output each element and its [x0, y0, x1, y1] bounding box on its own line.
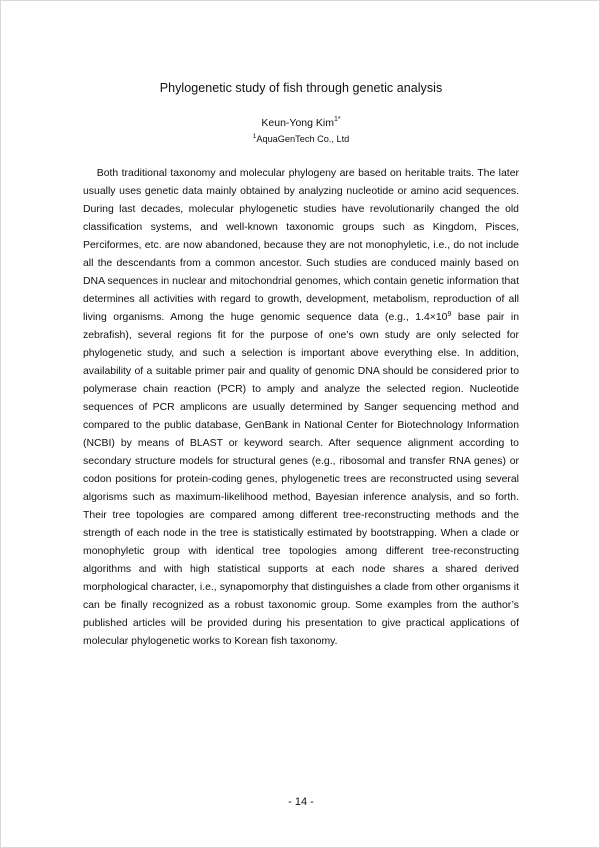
page-number: - 14 - [288, 796, 314, 808]
affiliation-mark: 1 [252, 133, 257, 140]
affiliation-line [1, 134, 600, 144]
paper-title: Phylogenetic study of fish through genetic analysis [159, 81, 443, 95]
author-line [1, 117, 600, 129]
author-name: Keun-Yong Kim [261, 117, 334, 129]
abstract-text-part1: Both traditional taxonomy and molecular phylogeny are based on heritable traits. The later usually uses genetic data mainly obtained by analyzing nucleotide or amino acid sequences. During last decades, molecular phylogenetic studies have revolutionarily changed the old classification systems, and well-known taxonomic groups such as Kingdom, Pisces, Perciformes, etc. are now abandoned, because they are not monophyletic, i.e., do not include all the descendants from a common ancestor. Such studies are conduced mainly based on DNA sequences in nuclear and mitochondrial genomes, which contain genetic information that determines all activities with regard to growth, development, metabolism, reproduction of all living organisms. Among the huge genomic sequence data (e.g., 1.4×10 [83, 168, 519, 323]
abstract-body [83, 165, 519, 651]
affiliation-name: AquaGenTech Co., Ltd [256, 134, 350, 144]
author-marks: 1* [333, 116, 341, 123]
abstract-exponent: 9 [447, 311, 452, 318]
abstract-text-part2: base pair in zebrafish), several regions fit for the purpose of one’s own study are only selected for phylogenetic study, and such a selection is important above everything else. In addition, availability of a suitable primer pair and quality of genomic DNA should be considered prior to polymerase chain reaction (PCR) to amply and analyze the selected region. Nucleotide sequences of PCR amplicons are usually determined by Sanger sequencing method and compared to the public database, GenBank in National Center for Biotechnology Information (NCBI) by means of BLAST or keyword search. After sequence alignment according to secondary structure models for structural genes (e.g., ribosomal and transfer RNA genes) or codon positions for protein-coding genes, phylogenetic trees are reconstructed using several algorisms such as maximum-likelihood method, Bayesian inference analysis, and so forth. Their tree topologies are compared among different tree-reconstructing methods and the strength of each node in the tree is statistically estimated by bootstrapping. When a clade or monophyletic group with identical tree topologies among different tree-reconstructing algorithms and with high statistical supports at each node shares a shared derived morphological character, i.e., synapomorphy that distinguishes a clade from other organisms it can be finally recognized as a robust taxonomic group. Some examples from the author’s published articles will be provided during his presentation to give practical applications of molecular phylogenetic works to Korean fish taxonomy. [83, 312, 519, 647]
abstract-paragraph [83, 165, 519, 651]
